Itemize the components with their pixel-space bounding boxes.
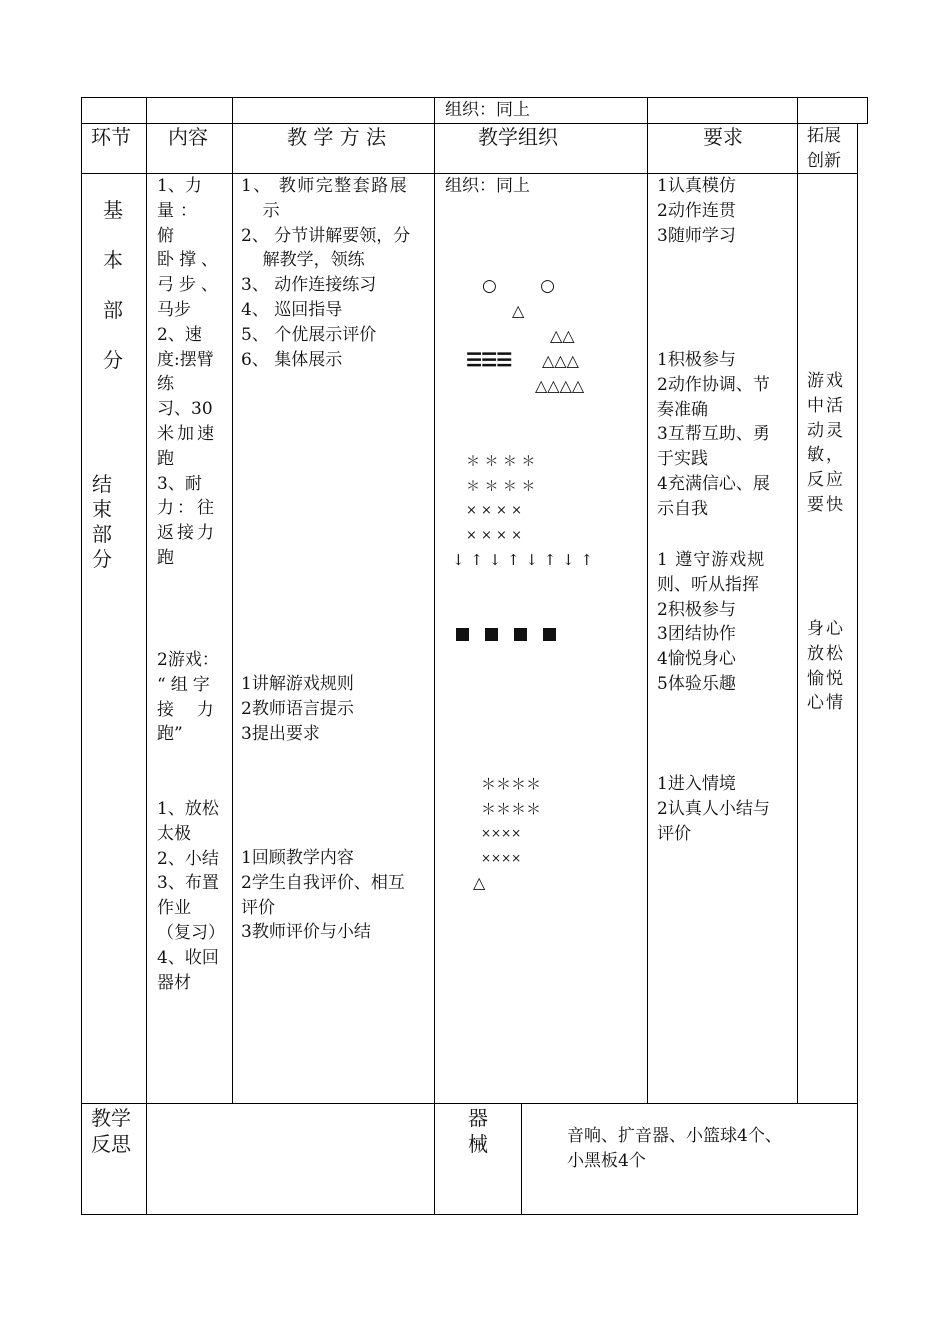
content-line: 量：俯 — [157, 200, 203, 246]
method-line: 1讲解游戏规则 — [241, 674, 354, 694]
relay-square-3 — [514, 628, 527, 641]
end-cross-row-2: ×××× — [481, 851, 522, 865]
col-divider-footer — [521, 1103, 522, 1215]
bars-formation: ☰☰☰ — [466, 350, 512, 371]
content-line: 马步 — [157, 299, 191, 320]
arrows-row: ↓ ↑ ↓ ↑ ↓ ↑ ↓ ↑ — [452, 551, 594, 569]
triangle-row-3: △△△ — [542, 351, 579, 370]
innovation-line: 反应 — [807, 470, 845, 491]
requirements-game — [657, 548, 792, 697]
content-line: （复习） — [157, 922, 225, 943]
triangle-row-2: △△ — [550, 326, 575, 345]
requirement-line: 2认真人小结与 — [657, 798, 770, 819]
method-end — [241, 846, 431, 945]
end-stars-row-2: ＊＊＊＊ — [481, 800, 542, 818]
content-line: 米加速 — [157, 423, 217, 444]
method-line: 3教师评价与小结 — [241, 922, 371, 943]
requirement-line: 3互帮互助、勇 — [657, 424, 770, 445]
equipment-label-line1: 器 — [468, 1106, 488, 1130]
section-end-char1: 结 — [92, 472, 112, 496]
content-line: 2、小结 — [157, 848, 219, 869]
header-content: 内容 — [168, 125, 208, 149]
stars-row-2: ＊ ＊ ＊ ＊ — [466, 479, 536, 495]
content-line: 1、力 — [157, 176, 202, 196]
content-line: 卧撑、 — [157, 250, 223, 271]
col-divider-2 — [232, 97, 233, 1104]
relay-square-4 — [543, 628, 556, 641]
content-line: 1、放松 — [157, 799, 219, 819]
method-line: 1回顾教学内容 — [241, 848, 354, 868]
footer-top-border — [81, 1103, 857, 1104]
header-section: 环节 — [91, 125, 131, 149]
innovation-line: 游戏 — [807, 371, 845, 391]
innovation-block-2 — [807, 617, 855, 716]
requirements-end — [657, 772, 792, 846]
section-basic-char1: 基 — [103, 198, 123, 222]
col-divider-1 — [146, 97, 147, 1215]
col-divider-3 — [434, 97, 435, 1215]
header-innovation-line1: 拓展 — [807, 126, 841, 146]
innovation-line: 要快 — [807, 494, 845, 515]
requirement-line: 4愉悦身心 — [657, 649, 736, 670]
requirement-line: 4充满信心、展 — [657, 473, 770, 494]
method-line: 1、 教师完整套路展 — [241, 176, 409, 196]
relay-square-1 — [456, 628, 469, 641]
requirement-line: 2积极参与 — [657, 599, 736, 620]
innovation-line: 心情 — [807, 693, 845, 714]
content-line: “组字 — [157, 674, 215, 695]
header-method: 教 学 方 法 — [287, 125, 387, 149]
innovation-line: 中活 — [807, 395, 845, 416]
org-title: 组织：同上 — [445, 176, 530, 196]
content-line: 弓步、 — [157, 275, 223, 296]
header-organization: 教学组织 — [478, 125, 558, 149]
requirement-line: 2动作连贯 — [657, 200, 736, 221]
section-end-char4: 分 — [92, 547, 112, 571]
method-line: 解教学，领练 — [241, 250, 365, 271]
method-line: 3、 动作连接练习 — [241, 275, 377, 296]
content-line: 3、布置 — [157, 873, 219, 894]
requirement-line: 5体验乐趣 — [657, 673, 736, 694]
content-line: 接 力 — [157, 699, 218, 720]
bottom-border — [81, 1214, 857, 1215]
method-line: 评价 — [241, 897, 275, 918]
circle-formation: ○ ○ — [482, 276, 555, 296]
requirement-line: 1认真模仿 — [657, 176, 736, 196]
content-line: 2、速 — [157, 324, 202, 345]
method-line: 2教师语言提示 — [241, 698, 354, 719]
cross-row-1: × × × × — [466, 503, 522, 518]
requirement-line: 奏准确 — [657, 399, 708, 420]
method-line: 5、 个优展示评价 — [241, 324, 377, 345]
section-basic-char3: 部 — [103, 298, 123, 322]
top-row-org-text: 组织：同上 — [445, 100, 530, 120]
requirement-line: 则、听从指挥 — [657, 574, 759, 595]
content-line: 2游戏： — [157, 650, 219, 670]
content-end — [157, 797, 227, 995]
innovation-line: 放松 — [807, 643, 845, 664]
triangle-row-4: △△△△ — [535, 376, 585, 395]
content-line: 练 — [157, 374, 174, 395]
innovation-line: 愉悦 — [807, 668, 845, 689]
top-row-right-border — [867, 97, 868, 124]
content-line: 跑 — [157, 448, 174, 469]
col-divider-4 — [647, 97, 648, 1104]
requirement-line: 示自我 — [657, 498, 708, 519]
content-line: 习、30 — [157, 399, 213, 420]
requirements-basic — [657, 174, 792, 248]
innovation-line: 身心 — [807, 619, 845, 639]
content-line: 跑 — [157, 547, 174, 568]
method-line: 示 — [241, 200, 280, 221]
content-line: 作业 — [157, 898, 191, 919]
header-innovation-line2: 创新 — [807, 151, 841, 171]
method-basic — [241, 174, 431, 372]
requirement-line: 2动作协调、节 — [657, 374, 770, 395]
innovation-line: 敏， — [807, 445, 845, 466]
requirement-line: 3随师学习 — [657, 225, 736, 246]
requirement-line: 3团结协作 — [657, 624, 736, 645]
requirement-line: 于实践 — [657, 449, 708, 470]
equipment-label-line2: 械 — [468, 1132, 488, 1156]
header-requirements: 要求 — [703, 125, 743, 149]
stars-row-1: ＊ ＊ ＊ ＊ — [466, 454, 536, 470]
requirement-line: 1积极参与 — [657, 350, 736, 370]
content-game — [157, 648, 227, 747]
requirement-line: 评价 — [657, 823, 691, 844]
content-line: 3、耐 — [157, 473, 202, 494]
content-line: 力：往 — [157, 498, 217, 519]
relay-square-2 — [485, 628, 498, 641]
reflection-label-line2: 反思 — [91, 1132, 131, 1156]
end-triangle: △ — [473, 873, 486, 892]
method-game — [241, 672, 431, 746]
method-line: 2、 分节讲解要领，分 — [241, 225, 411, 246]
content-line: 太极 — [157, 823, 191, 844]
equipment-text-line1: 音响、扩音器、小篮球4个、 — [567, 1126, 782, 1146]
cross-row-2: × × × × — [466, 528, 522, 543]
content-line: 4、收回 — [157, 947, 219, 968]
requirement-line: 1 遵守游戏规 — [657, 550, 766, 570]
method-line: 6、 集体展示 — [241, 349, 343, 370]
requirements-mid — [657, 348, 792, 522]
content-line: 返接力 — [157, 523, 217, 544]
innovation-line: 动灵 — [807, 420, 845, 441]
content-line: 器材 — [157, 972, 191, 993]
triangle-row-1: △ — [512, 301, 525, 320]
content-line: 度:摆臂 — [157, 349, 214, 370]
right-border — [857, 123, 858, 1215]
section-basic-char2: 本 — [103, 248, 123, 272]
method-line: 4、 巡回指导 — [241, 299, 343, 320]
requirement-line: 1进入情境 — [657, 774, 736, 794]
content-line: 跑” — [157, 724, 183, 745]
section-end-char3: 部 — [92, 522, 112, 546]
col-divider-5 — [797, 97, 798, 1104]
method-line: 2学生自我评价、相互 — [241, 872, 405, 893]
left-border — [81, 97, 82, 1215]
section-basic-char4: 分 — [103, 348, 123, 372]
end-cross-row-1: ×××× — [481, 826, 522, 840]
reflection-label-line1: 教学 — [91, 1106, 131, 1130]
method-line: 3提出要求 — [241, 723, 320, 744]
end-stars-row-1: ＊＊＊＊ — [481, 775, 542, 793]
equipment-text-line2: 小黑板4个 — [567, 1151, 646, 1171]
innovation-block-1 — [807, 369, 855, 518]
content-basic — [157, 174, 225, 571]
section-end-char2: 束 — [92, 497, 112, 521]
